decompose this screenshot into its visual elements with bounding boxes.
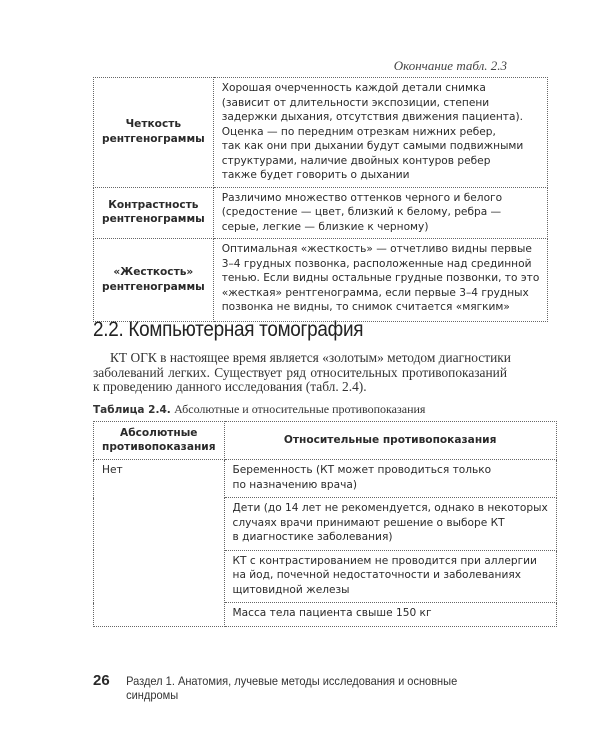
page-number: 26 [93, 672, 110, 689]
section-heading: 2.2. Компьютерная томография [93, 318, 364, 341]
text-line: Различимо множество оттенков черного и белого [221, 191, 503, 204]
text-line: в диагностике заболевания) [232, 531, 393, 543]
text-line: Оптимальная «жесткость» — отчетливо видны первые [221, 243, 532, 255]
text-line: рентгенограммы [102, 213, 205, 226]
text-line: (средостение — цвет, близкий к белому, ребра — [221, 206, 502, 218]
text-line: противопоказания [102, 441, 216, 453]
text-line: (зависит от длительности экспозиции, степени [221, 96, 490, 109]
row-key [94, 187, 214, 239]
text-line: на йод, почечной недостаточности и заболеваниях [232, 569, 522, 581]
relative-cell [224, 550, 556, 603]
text-line: к проведению данного исследования (табл. 2.4). [93, 379, 367, 394]
text-line: структурами, наличие двойных контуров ребер [221, 154, 491, 167]
text-line: позвонка не видны, то снимок считается «мягким» [221, 301, 510, 313]
relative-cell [224, 603, 556, 627]
text-line: КТ ОГК в настоящее время является «золотым» методом диагностики [110, 350, 511, 365]
row-value [213, 239, 548, 322]
table-2-3-continuation [93, 77, 548, 322]
text-line: Масса тела пациента свыше 150 кг [232, 607, 432, 619]
text-line: «жесткая» рентгенограмма, если первые 3–4 грудных [221, 286, 529, 299]
row-value [213, 187, 548, 239]
text-line: тенью. Если видны остальные грудные позвонки, то это [221, 272, 540, 284]
header-absolute [94, 422, 225, 460]
text-line: Контрастность [108, 198, 199, 211]
text-line: Беременность (КТ может проводиться только [232, 464, 492, 476]
text-line: серые, легкие — близкие к черному) [221, 220, 429, 233]
table-caption [93, 402, 425, 417]
text-line: рентгенограммы [102, 132, 205, 145]
absolute-cell [94, 460, 225, 627]
text-line: Нет [102, 464, 123, 476]
text-line: случаях врачи принимают решение о выборе КТ [232, 516, 505, 529]
row-value [213, 78, 548, 188]
table-2-4 [93, 421, 557, 627]
table-header-row [94, 422, 557, 460]
text-line: по назначению врача) [232, 478, 357, 491]
table-row [94, 239, 548, 322]
table-row [94, 78, 548, 188]
text-line: КТ с контрастированием не проводится при аллергии [232, 554, 537, 567]
row-key [94, 239, 214, 322]
text-line: Абсолютные [120, 426, 198, 439]
text-line: 3–4 грудных позвонка, расположенные над срединной [221, 257, 532, 270]
table-caption-label: Таблица 2.4. [93, 404, 171, 416]
relative-cell [224, 460, 556, 498]
text-line: заболеваний легких. Существует ряд относительных противопоказаний [93, 364, 507, 380]
table-row [94, 187, 548, 239]
header-relative [224, 422, 556, 460]
running-title: Раздел 1. Анатомия, лучевые методы исследования и основные синдромы [126, 674, 458, 702]
text-line: «Жесткость» [113, 266, 194, 278]
text-line: Дети (до 14 лет не рекомендуется, однако в некоторых [232, 502, 548, 514]
text-line: задержки дыхания, отсутствия движения пациента). [221, 111, 523, 123]
table-caption-text: Абсолютные и относительные противопоказания [174, 402, 426, 416]
text-line: Хорошая очерченность каждой детали снимка [221, 82, 486, 94]
text-line: Оценка — по передним отрезкам нижних ребер, [221, 125, 496, 138]
relative-cell [224, 498, 556, 551]
table-row [94, 460, 557, 498]
text-line: так как они при дыхании будут самыми подвижными [221, 140, 524, 152]
text-line: Четкость [125, 118, 182, 131]
text-line: рентгенограммы [102, 280, 205, 293]
text-line: также будет говорить о дыхании [221, 169, 410, 181]
text-line: Относительные противопоказания [283, 433, 497, 446]
text-line: щитовидной железы [232, 583, 350, 596]
table-continuation-label: Окончание табл. 2.3 [393, 58, 507, 73]
row-key [94, 78, 214, 188]
body-paragraph [93, 350, 511, 395]
